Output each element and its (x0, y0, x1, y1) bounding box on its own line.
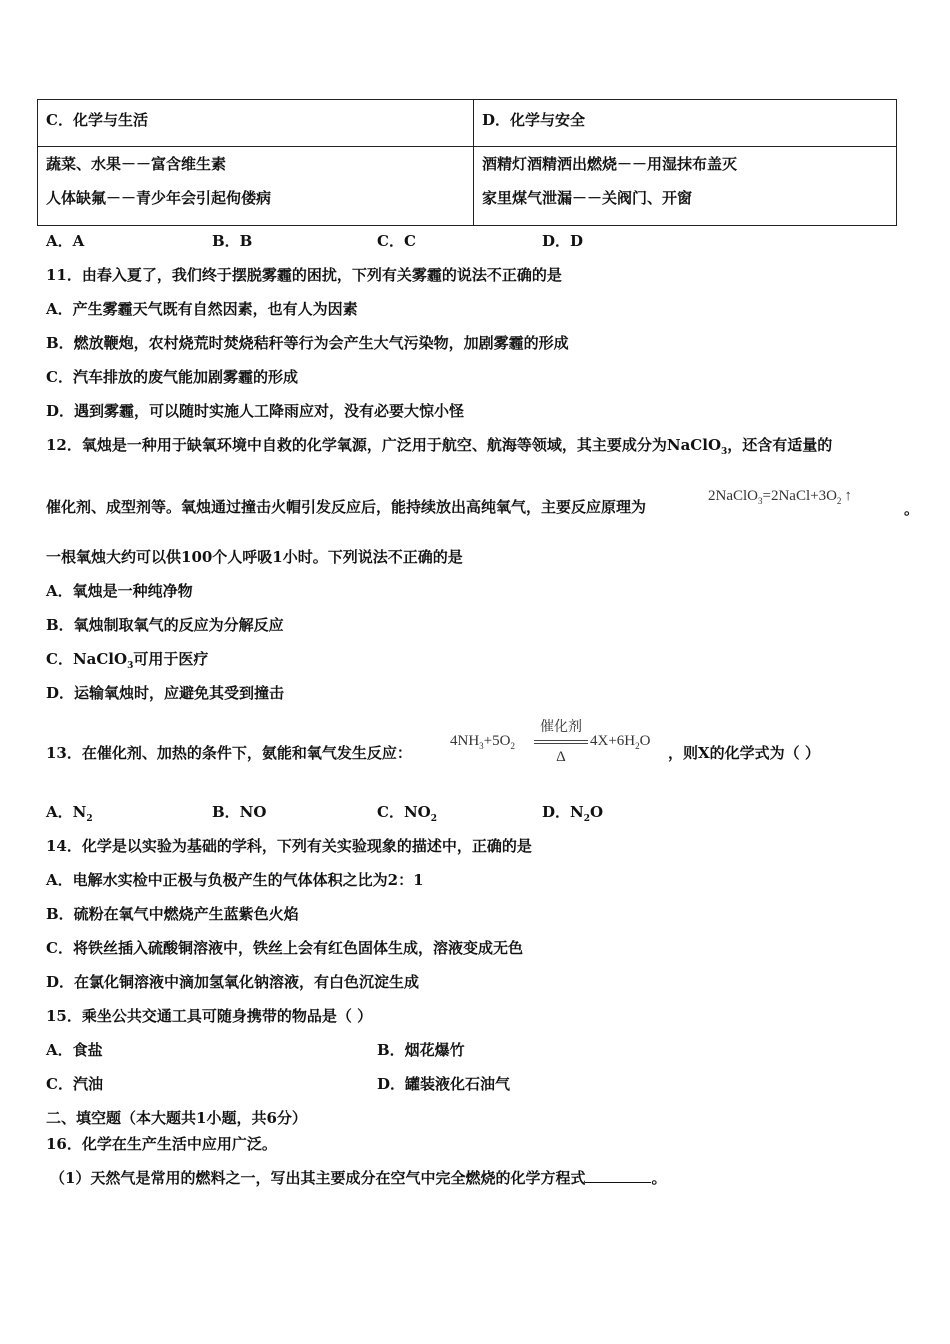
q10-option-d[interactable]: D．D (542, 232, 584, 250)
q13-stem-end: ，则X的化学式为（ ） (668, 744, 820, 762)
q12-eq-a-sub: 3 (758, 496, 763, 506)
q12-equation (708, 488, 852, 506)
q13-option-c[interactable] (377, 802, 437, 829)
q13-opt-c-sub: 2 (430, 814, 437, 824)
q16-part1-end: 。 (651, 1169, 667, 1187)
q10-option-table (37, 99, 897, 226)
q12-option-c-text: C．NaClO (46, 650, 128, 668)
q12-eq-b: =2NaCl+3O (762, 488, 837, 504)
q13-eq-left-b: +5O (483, 733, 511, 749)
q13-eq-left-a-sub: 3 (479, 741, 484, 751)
q12-eq-a: 2NaClO (708, 488, 758, 504)
q12-line1-text: 12．氧烛是一种用于缺氧环境中自救的化学氧源，广泛用于航空、航海等领域，其主要成分为NaClO (46, 436, 722, 454)
q13-eq-left (450, 733, 515, 751)
q13-opt-a-sub: 2 (86, 814, 93, 824)
q13-opt-b-label: B．NO (212, 803, 267, 821)
q12-stem-line3: 一根氧烛大约可以供100个人呼吸1小时。下列说法不正确的是 (46, 548, 463, 566)
q12-line2-end: 。 (904, 500, 920, 518)
q11-option-d[interactable]: D．遇到雾霾，可以随时实施人工降雨应对，没有必要大惊小怪 (46, 402, 465, 420)
q16-answer-blank[interactable] (585, 1168, 651, 1183)
q13-stem: 13．在催化剂、加热的条件下，氨能和氧气发生反应： (46, 744, 412, 762)
q14-stem: 14．化学是以实验为基础的学科，下列有关实验现象的描述中，正确的是 (46, 837, 532, 855)
q13-eq-catalyst: 催化剂 (540, 720, 582, 735)
q12-option-b[interactable]: B．氧烛制取氧气的反应为分解反应 (46, 616, 284, 634)
q13-opt-c-label: C．NO (377, 803, 431, 821)
q13-opt-d-end: O (590, 803, 604, 821)
table-d-line: 家里煤气泄漏－－关阀门、开窗 (482, 189, 693, 207)
q15-option-b[interactable]: B．烟花爆竹 (377, 1041, 465, 1059)
q13-opt-a-label: A．N (46, 803, 87, 821)
q15-option-a[interactable]: A．食盐 (46, 1041, 103, 1059)
q14-option-b[interactable]: B．硫粉在氧气中燃烧产生蓝紫色火焰 (46, 905, 299, 923)
q12-eq-b-sub: 2 (836, 496, 842, 506)
q12-option-a[interactable]: A．氧烛是一种纯净物 (46, 582, 193, 600)
q11-option-c[interactable]: C．汽车排放的废气能加剧雾霾的形成 (46, 368, 298, 386)
q10-option-b[interactable]: B．B (212, 232, 253, 250)
q12-line1-sub: 3 (721, 447, 728, 457)
q12-option-c[interactable] (46, 649, 208, 676)
q16-part1 (50, 1168, 666, 1188)
q13-eq-right-sub: 2 (635, 741, 640, 751)
table-c-line: 蔬菜、水果－－富含维生素 (46, 155, 227, 173)
q14-option-a[interactable]: A．电解水实检中正极与负极产生的气体体积之比为2：1 (46, 871, 424, 889)
q13-eq-left-b-sub: 2 (510, 741, 515, 751)
q12-stem-line2: 催化剂、成型剂等。氧烛通过撞击火帽引发反应后，能持续放出高纯氧气，主要反应原理为 (46, 498, 647, 516)
q15-stem: 15．乘坐公共交通工具可随身携带的物品是（ ） (46, 1007, 373, 1025)
q11-option-b[interactable]: B．燃放鞭炮，农村烧荒时焚烧秸秆等行为会产生大气污染物，加剧雾霾的形成 (46, 334, 569, 352)
q14-option-d[interactable]: D．在氯化铜溶液中滴加氢氧化钠溶液，有白色沉淀生成 (46, 973, 420, 991)
table-d-header: D．化学与安全 (474, 100, 897, 147)
q12-option-c-end: 可用于医疗 (133, 650, 209, 668)
q12-line1-end: ，还含有适量的 (727, 436, 833, 454)
q10-option-c[interactable]: C．C (377, 232, 416, 250)
q13-eq-heat: Δ (556, 749, 566, 765)
q15-option-d[interactable]: D．罐装液化石油气 (377, 1075, 511, 1093)
q14-option-c[interactable]: C．将铁丝插入硫酸铜溶液中，铁丝上会有红色固体生成，溶液变成无色 (46, 939, 523, 957)
q13-opt-d-label: D．N (542, 803, 584, 821)
q10-option-a[interactable]: A．A (46, 232, 85, 250)
table-d-line: 酒精灯酒精洒出燃烧－－用湿抹布盖灭 (482, 155, 738, 173)
q13-option-d[interactable] (542, 802, 603, 829)
table-d-body (474, 147, 897, 226)
q16-stem: 16．化学在生产生活中应用广泛。 (46, 1135, 277, 1153)
q16-part1-text: （1）天然气是常用的燃料之一，写出其主要成分在空气中完全燃烧的化学方程式 (50, 1169, 586, 1187)
q12-option-c-sub: 3 (127, 661, 134, 671)
section-2-heading: 二、填空题（本大题共1小题，共6分） (46, 1109, 307, 1127)
table-c-line: 人体缺氟－－青少年会引起佝偻病 (46, 189, 272, 207)
q15-option-c[interactable]: C．汽油 (46, 1075, 103, 1093)
q13-eq-left-a: 4NH (450, 733, 480, 749)
q11-stem: 11．由春入夏了，我们终于摆脱雾霾的困扰，下列有关雾霾的说法不正确的是 (46, 266, 562, 284)
q11-option-a[interactable]: A．产生雾霾天气既有自然因素，也有人为因素 (46, 300, 358, 318)
table-c-body (38, 147, 474, 226)
q13-eq-double-line-top (534, 740, 588, 741)
q13-eq-right (590, 733, 650, 751)
q13-option-a[interactable] (46, 802, 93, 829)
q13-opt-d-sub: 2 (583, 814, 590, 824)
q13-eq-right-b: O (639, 733, 651, 749)
q12-option-d[interactable]: D．运输氧烛时，应避免其受到撞击 (46, 684, 285, 702)
q13-eq-double-line-bottom (534, 743, 588, 744)
q13-eq-right-a: 4X+6H (590, 733, 636, 749)
table-c-header: C．化学与生活 (38, 100, 474, 147)
q13-option-b[interactable] (212, 802, 266, 822)
q12-stem-line1 (46, 435, 832, 462)
gas-arrow-icon: ↑ (844, 488, 852, 504)
